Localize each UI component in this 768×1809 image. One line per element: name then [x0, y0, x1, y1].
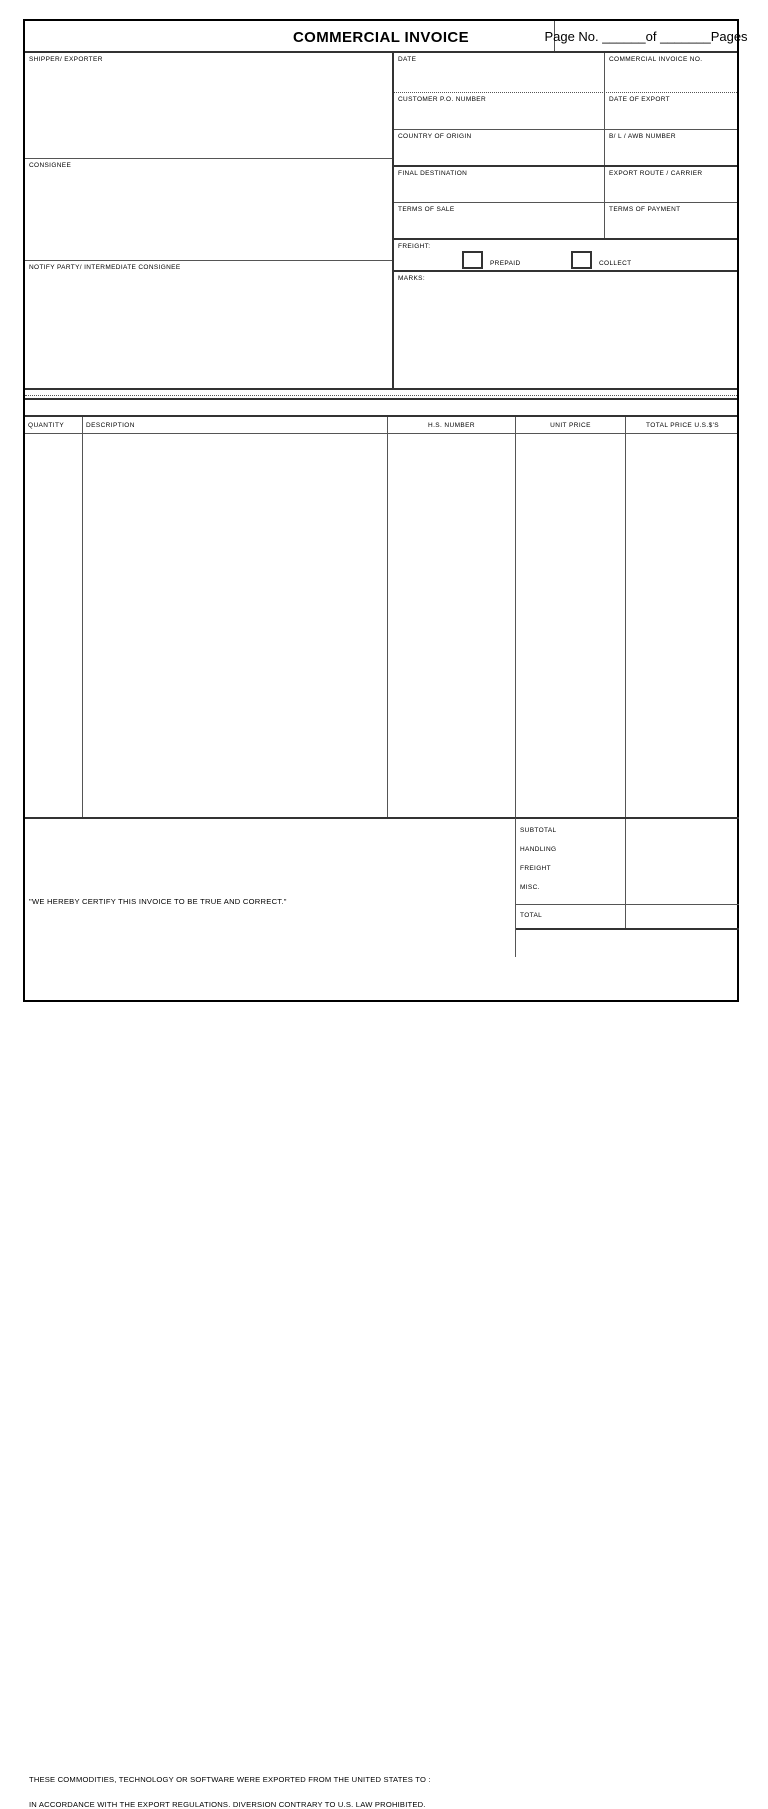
- freight-prepaid-label: PREPAID: [490, 260, 521, 267]
- column-header-hs-number-label: H.S. NUMBER: [427, 422, 475, 429]
- freight-collect-label: COLLECT: [599, 260, 632, 267]
- bl-awb-number-label: B/ L / AWB NUMBER: [609, 133, 676, 140]
- page-title: COMMERCIAL INVOICE: [292, 29, 470, 46]
- column-header-total-price: [626, 417, 739, 433]
- table-body: [25, 434, 737, 817]
- hs-number-entry-area[interactable]: [388, 434, 516, 817]
- column-header-quantity-label: QUANTITY: [28, 422, 65, 429]
- header-left-column: [25, 53, 392, 388]
- unit-price-entry-area[interactable]: [516, 434, 626, 817]
- certification-cell: [25, 817, 516, 957]
- terms-of-sale-field[interactable]: [394, 203, 605, 238]
- freight-row: [394, 240, 737, 272]
- totals-label-column: [516, 819, 626, 904]
- separator-rule-mid: [25, 398, 737, 400]
- subtotal-label: SUBTOTAL: [520, 827, 557, 834]
- bl-awb-number-field[interactable]: [605, 130, 737, 165]
- description-entry-area[interactable]: [83, 434, 388, 817]
- column-header-unit-price: [516, 417, 626, 433]
- shipper-exporter-field[interactable]: [25, 53, 392, 159]
- final-destination-field[interactable]: [394, 167, 605, 202]
- freight-prepaid-checkbox[interactable]: [462, 251, 483, 269]
- header-row-po: [394, 93, 737, 130]
- column-header-total-price-label: TOTAL PRICE U.S.$'S: [645, 422, 720, 429]
- line-items-table: [25, 417, 737, 817]
- header-row-terms: [394, 203, 737, 240]
- header-row-date: [394, 53, 737, 93]
- terms-of-payment-label: TERMS OF PAYMENT: [609, 206, 681, 213]
- column-header-unit-price-label: UNIT PRICE: [550, 422, 591, 429]
- certification-statement: "WE HEREBY CERTIFY THIS INVOICE TO BE TRUE AND CORRECT.": [29, 897, 287, 906]
- header-region: [25, 53, 737, 388]
- consignee-label: CONSIGNEE: [29, 162, 72, 169]
- freight-collect-checkbox[interactable]: [571, 251, 592, 269]
- column-header-description: [83, 417, 388, 433]
- date-label: DATE: [398, 56, 417, 63]
- commercial-invoice-no-field[interactable]: [605, 53, 737, 92]
- column-header-description-label: DESCRIPTION: [86, 422, 135, 429]
- notify-party-field[interactable]: [25, 261, 392, 388]
- page-number-field[interactable]: [544, 21, 748, 51]
- shipper-exporter-label: SHIPPER/ EXPORTER: [29, 56, 103, 63]
- date-of-export-label: DATE OF EXPORT: [609, 96, 671, 103]
- customer-po-number-label: CUSTOMER P.O. NUMBER: [398, 96, 487, 103]
- separator-rule-top: [25, 388, 737, 390]
- terms-of-sale-label: TERMS OF SALE: [398, 206, 455, 213]
- column-header-quantity: [25, 417, 83, 433]
- terms-of-payment-field[interactable]: [605, 203, 737, 238]
- marks-field[interactable]: [394, 272, 737, 388]
- title-band: [25, 21, 748, 53]
- customer-po-number-field[interactable]: [394, 93, 605, 129]
- consignee-field[interactable]: [25, 159, 392, 261]
- quantity-entry-area[interactable]: [25, 434, 83, 817]
- commercial-invoice-no-label: COMMERCIAL INVOICE NO.: [609, 56, 703, 63]
- marks-label: MARKS:: [398, 275, 426, 282]
- header-row-destination: [394, 167, 737, 203]
- page-number-label: Page No. ______of _______Pages: [544, 28, 748, 44]
- final-destination-label: FINAL DESTINATION: [398, 170, 468, 177]
- export-route-carrier-label: EXPORT ROUTE / CARRIER: [609, 170, 703, 177]
- export-route-carrier-field[interactable]: [605, 167, 737, 202]
- grand-total-value-cell[interactable]: [626, 905, 739, 928]
- totals-value-column[interactable]: [626, 819, 739, 904]
- freight-label: FREIGHT:: [398, 243, 431, 250]
- grand-total-row: [516, 905, 739, 930]
- notify-party-label: NOTIFY PARTY/ INTERMEDIATE CONSIGNEE: [29, 264, 181, 271]
- freight-total-label: FREIGHT: [520, 865, 551, 872]
- totals-cell: [516, 817, 739, 957]
- legal-line-1: THESE COMMODITIES, TECHNOLOGY OR SOFTWARE WERE EXPORTED FROM THE UNITED STATES TO :: [29, 1775, 431, 1784]
- legal-line-2: IN ACCORDANCE WITH THE EXPORT REGULATIONS. DIVERSION CONTRARY TO U.S. LAW PROHIBITED.: [29, 1800, 426, 1809]
- table-header-row: [25, 417, 737, 434]
- country-of-origin-label: COUNTRY OF ORIGIN: [398, 133, 472, 140]
- totals-breakdown: [516, 819, 739, 905]
- footer-region: [25, 817, 737, 1809]
- misc-label: MISC.: [520, 884, 540, 891]
- country-of-origin-field[interactable]: [394, 130, 605, 165]
- separator-rule-dotted: [25, 395, 737, 396]
- commercial-invoice-form: [23, 19, 748, 1809]
- column-header-hs-number: [388, 417, 516, 433]
- grand-total-label: TOTAL: [520, 912, 543, 919]
- date-of-export-field[interactable]: [605, 93, 737, 129]
- handling-label: HANDLING: [520, 846, 557, 853]
- grand-total-label-cell: [516, 905, 626, 928]
- date-field[interactable]: [394, 53, 605, 92]
- section-separator: [25, 388, 737, 417]
- total-price-entry-area[interactable]: [626, 434, 739, 817]
- header-right-column: [392, 53, 737, 388]
- header-row-origin: [394, 130, 737, 167]
